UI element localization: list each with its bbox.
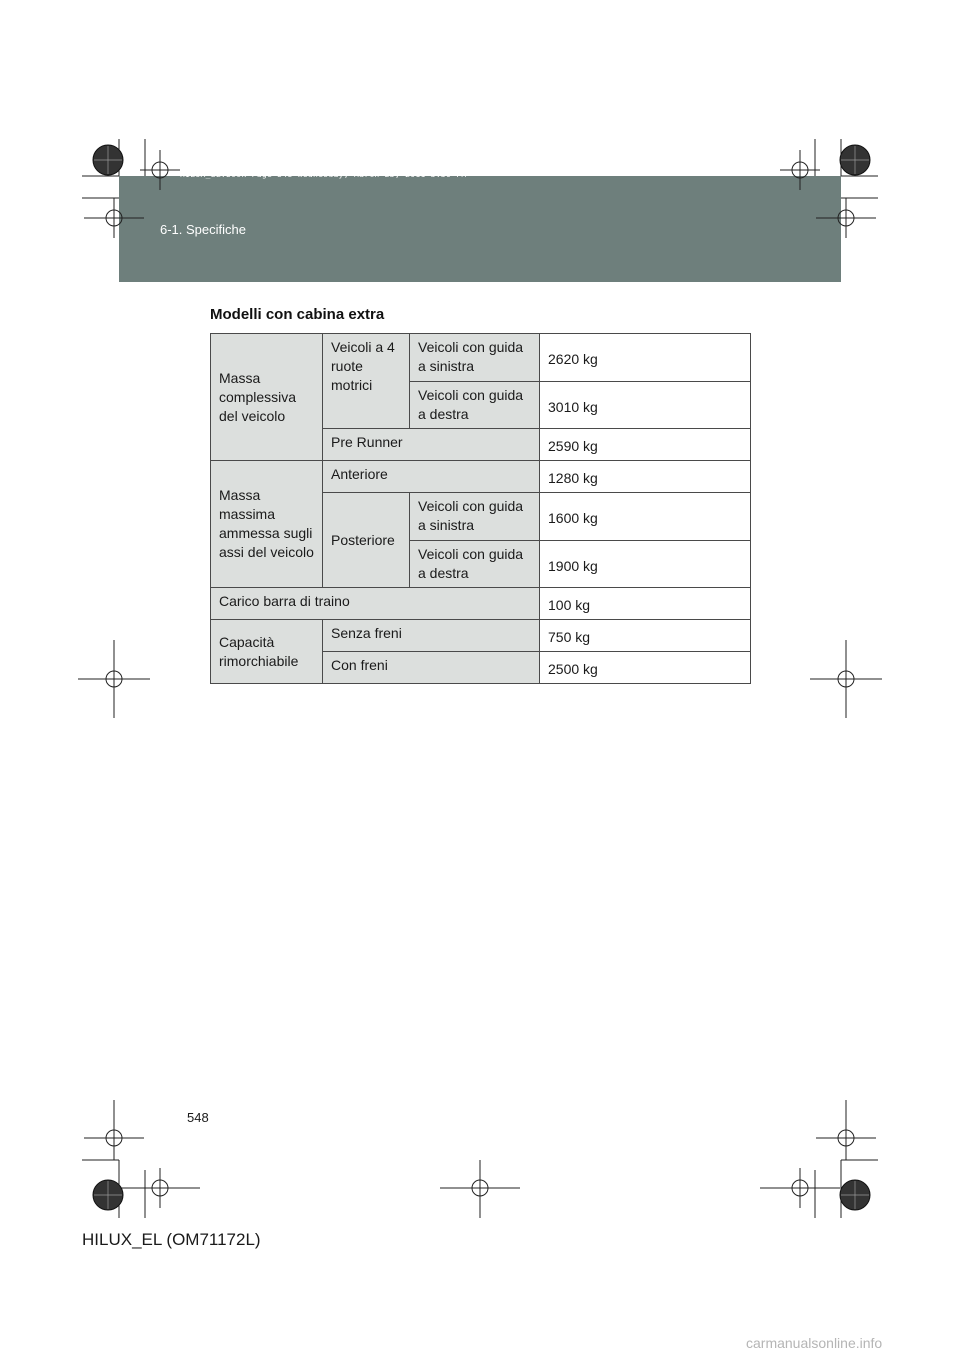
target-mark-10: [440, 1160, 520, 1218]
label-cell: Veicoli con guida a sinistra: [410, 334, 540, 382]
table-row: [211, 620, 751, 652]
print-stamp: HILUX_EL.book Page 548 Wednesday, March 23, 2011 3:30 PM: [180, 170, 467, 179]
table-row: [211, 588, 751, 620]
label-cell: Pre Runner: [323, 429, 540, 461]
section-label: 6-1. Specifiche: [160, 222, 246, 237]
label-cell: Anteriore: [323, 461, 540, 493]
target-mark-2: [780, 150, 820, 190]
value-cell: 3010 kg: [540, 382, 751, 429]
value-cell: 100 kg: [540, 588, 751, 620]
label-cell: Veicoli con guida a sinistra: [410, 493, 540, 541]
sub-cell: Posteriore: [323, 493, 410, 588]
document-id: HILUX_EL (OM71172L): [82, 1230, 261, 1249]
label-cell: Senza freni: [323, 620, 540, 652]
group-cell: Capacità rimorchiabile: [211, 620, 323, 684]
sub-cell: Veicoli a 4 ruote motrici: [323, 334, 410, 429]
target-mark-8: [816, 1100, 876, 1160]
target-mark-1: [140, 150, 180, 190]
label-cell: Carico barra di traino: [211, 588, 540, 620]
target-mark-4: [816, 198, 876, 238]
value-cell: 1900 kg: [540, 541, 751, 588]
group-cell: Massa massima ammessa sugli assi del veicolo: [211, 461, 323, 588]
value-cell: 1280 kg: [540, 461, 751, 493]
target-mark-11: [760, 1168, 840, 1208]
value-cell: 1600 kg: [540, 493, 751, 541]
watermark[interactable]: carmanualsonline.info: [746, 1335, 883, 1351]
table-row: [211, 461, 751, 493]
target-mark-3: [84, 198, 144, 238]
label-cell: Con freni: [323, 652, 540, 684]
label-cell: Veicoli con guida a destra: [410, 541, 540, 588]
target-mark-5: [78, 640, 150, 718]
section-heading: Modelli con cabina extra: [210, 306, 385, 323]
label-cell: Veicoli con guida a destra: [410, 382, 540, 429]
value-cell: 750 kg: [540, 620, 751, 652]
value-cell: 2620 kg: [540, 334, 751, 382]
target-mark-9: [120, 1168, 200, 1208]
spec-table: [210, 333, 751, 684]
target-mark-6: [810, 640, 882, 718]
target-mark-7: [84, 1100, 144, 1160]
group-cell: Massa complessiva del veicolo: [211, 334, 323, 461]
table-row: [211, 334, 751, 382]
value-cell: 2500 kg: [540, 652, 751, 684]
value-cell: 2590 kg: [540, 429, 751, 461]
page-number: 548: [187, 1110, 209, 1125]
